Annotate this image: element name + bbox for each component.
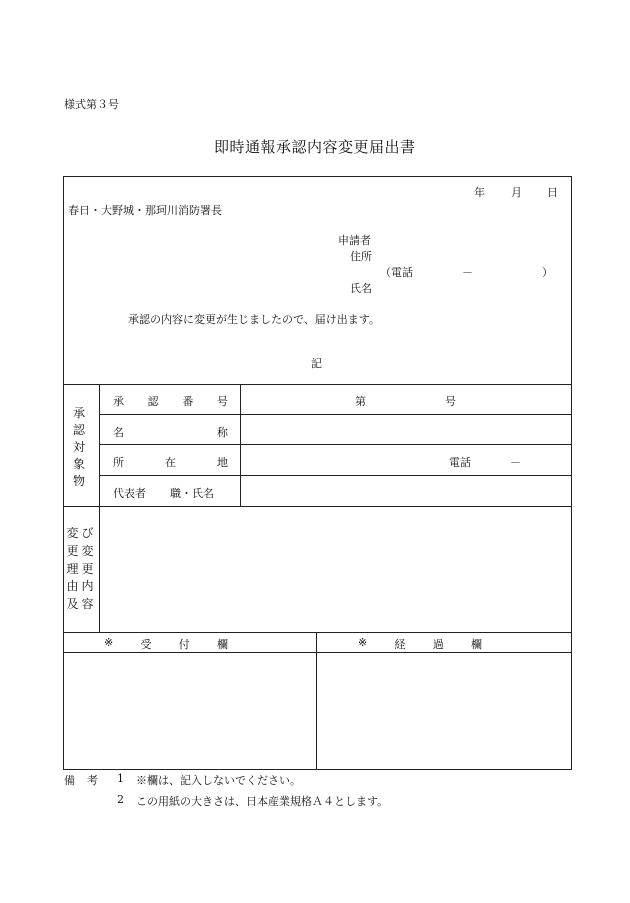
addressee: 春日・大野城・那珂川消防署長 xyxy=(68,204,222,217)
applicant-phone-open: （電話 xyxy=(380,266,413,279)
applicant-address-label: 住所 xyxy=(350,250,372,263)
representative-label: 代表者 xyxy=(113,487,146,500)
applicant-name-label: 氏名 xyxy=(350,282,372,295)
change-reason-label-left: 変 更 理 由 及 xyxy=(66,526,79,611)
representative-title-label: 職・氏名 xyxy=(170,487,214,500)
rule-bottom-split xyxy=(316,632,317,769)
target-object-label: 承 認 対 象 物 xyxy=(72,406,85,488)
applicant-phone-dash: － xyxy=(462,266,473,279)
approval-number-prefix: 第 xyxy=(355,395,366,408)
page-title: 即時通報承認内容変更届出書 xyxy=(214,138,416,156)
date-year-label: 年 xyxy=(474,186,485,199)
note-2-text: この用紙の大きさは、日本産業規格Ａ４とします。 xyxy=(136,795,389,808)
location-phone-label: 電話 xyxy=(449,456,471,469)
applicant-phone-close: ） xyxy=(542,266,553,279)
note-1-text: ※欄は、記入しないでください。 xyxy=(136,774,301,787)
form-frame xyxy=(63,176,572,770)
rule-field-column xyxy=(240,384,241,507)
applicant-heading: 申請者 xyxy=(338,234,371,247)
ki-heading: 記 xyxy=(311,357,322,370)
note-1-number: 1 xyxy=(117,772,124,785)
reception-column-header: ※ 受 付 欄 xyxy=(104,636,228,651)
rule-row-1 xyxy=(99,414,571,415)
date-day-label: 日 xyxy=(547,186,558,199)
object-name-label: 名 称 xyxy=(113,426,228,439)
note-2-number: 2 xyxy=(117,793,124,806)
notes-label: 備 考 xyxy=(64,774,98,787)
form-number: 様式第３号 xyxy=(64,98,119,111)
rule-row-2 xyxy=(99,444,571,445)
location-label: 所 在 地 xyxy=(113,456,228,469)
rule-reception-header xyxy=(63,652,571,653)
rule-label-column xyxy=(99,384,100,633)
rule-row-3 xyxy=(99,475,571,476)
location-phone-dash: － xyxy=(510,456,521,469)
rule-table-top xyxy=(63,384,571,385)
progress-column-header: ※ 経 過 欄 xyxy=(358,636,482,651)
change-reason-label-right: び 変 更 内 容 xyxy=(81,526,94,611)
statement-text: 承認の内容に変更が生じましたので、届け出ます。 xyxy=(128,313,380,326)
rule-change-bottom xyxy=(63,632,571,633)
approval-number-suffix: 号 xyxy=(445,395,456,408)
rule-target-bottom xyxy=(63,506,571,507)
date-month-label: 月 xyxy=(511,186,522,199)
approval-number-label: 承 認 番 号 xyxy=(113,395,228,408)
